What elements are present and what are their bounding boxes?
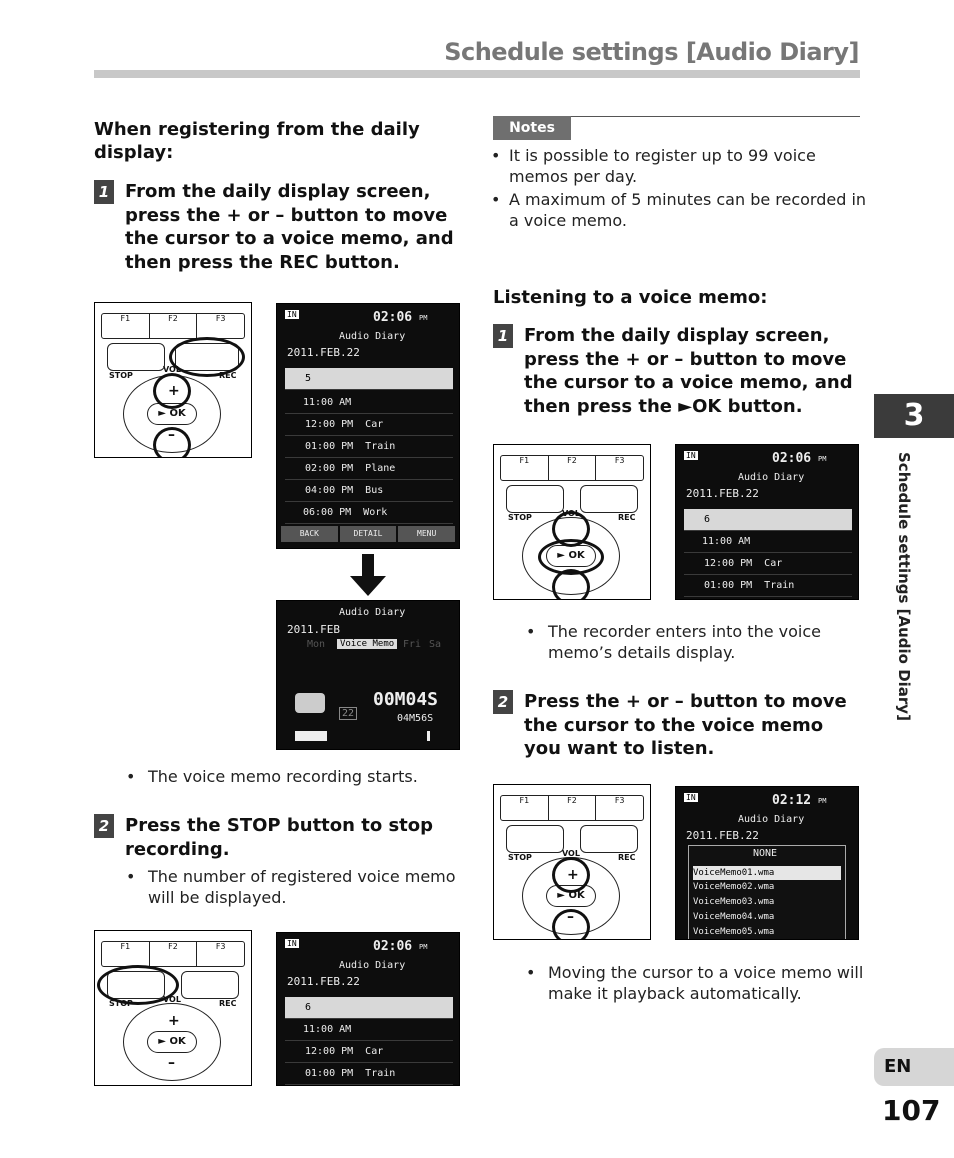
ampm: PM	[419, 314, 428, 322]
note-item: • A maximum of 5 minutes can be recorded in a voice memo.	[491, 190, 867, 230]
stop-label: STOP	[109, 371, 133, 380]
note-text: It is possible to register up to 99 voice memos per day.	[509, 146, 816, 186]
list-item-label: Plane	[365, 463, 396, 474]
step-text: From the daily display screen, press the + or – button to move the cursor to a voice memo, and then press the REC button.	[125, 181, 454, 273]
page-title: Schedule settings [Audio Diary]	[444, 38, 859, 66]
ok-button: ► OK	[546, 545, 596, 567]
section-heading-listening: Listening to a voice memo:	[493, 287, 768, 308]
ampm: PM	[818, 455, 827, 463]
f3-label: F3	[614, 456, 625, 465]
daily-display-screen	[675, 444, 859, 600]
softkey-bar	[281, 526, 455, 542]
recorder-keypad	[493, 784, 651, 940]
f1-label: F1	[501, 796, 549, 820]
rec-button	[181, 971, 239, 999]
in-badge: IN	[686, 451, 696, 460]
screen-date: 2011.FEB.22	[287, 975, 360, 988]
screen-date: 2011.FEB.22	[686, 487, 759, 500]
title-rule	[94, 70, 860, 78]
recording-icon	[295, 693, 325, 713]
memo-count: 6	[305, 1002, 312, 1013]
page-number: 107	[882, 1094, 941, 1127]
rec-button	[580, 485, 638, 513]
softkey-detail: DETAIL	[340, 526, 397, 542]
list-item-time: 01:00 PM	[704, 580, 753, 591]
screen-title: Audio Diary	[339, 960, 406, 971]
step-text: Press the + or – button to move the cursor to the voice memo you want to listen.	[524, 691, 847, 759]
elapsed-time: 00M04S	[373, 689, 439, 710]
rec-label: REC	[219, 999, 237, 1008]
highlight-ring	[153, 427, 191, 458]
softkey-menu: MENU	[398, 526, 455, 542]
daily-display-screen	[276, 303, 460, 549]
clock: 02:12	[772, 793, 812, 808]
stop-label: STOP	[508, 513, 532, 522]
screen-date: 2011.FEB.22	[686, 829, 759, 842]
memo-file-item: VoiceMemo03.wma	[693, 897, 775, 907]
memo-count: 6	[704, 514, 711, 525]
f2-label: F2	[150, 314, 198, 338]
list-item-time: 01:00 PM	[305, 441, 354, 452]
rec-label: REC	[219, 371, 237, 380]
step-number: 2	[493, 690, 513, 714]
list-item-time: 12:00 PM	[704, 558, 753, 569]
bullet-item: • The voice memo recording starts.	[126, 767, 418, 786]
screen-title: Audio Diary	[339, 607, 406, 618]
minus-label: –	[168, 1055, 175, 1071]
ampm: PM	[419, 943, 428, 951]
bullet-item: • The number of registered voice memo will be displayed.	[126, 867, 456, 907]
clock: 02:06	[373, 939, 413, 954]
list-item-label: Train	[365, 1068, 396, 1079]
list-item	[684, 575, 852, 597]
memo-count-row	[285, 368, 453, 390]
highlight-ring	[169, 337, 245, 377]
list-header: NONE	[753, 848, 778, 859]
in-badge: IN	[686, 793, 696, 802]
memo-count-row	[285, 997, 453, 1019]
list-item-time: 04:00 PM	[305, 485, 354, 496]
step-text: Press the STOP button to stop recording.	[125, 815, 434, 860]
calendar-day: 22	[339, 707, 357, 720]
list-item	[285, 1063, 453, 1085]
bullet-text: The voice memo recording starts.	[148, 767, 418, 786]
list-item-time: 01:00 PM	[305, 1068, 354, 1079]
weekday: Fri	[403, 639, 422, 650]
stop-label: STOP	[508, 853, 532, 862]
recorder-keypad	[94, 302, 252, 458]
stop-button	[506, 825, 564, 853]
plus-label: +	[168, 1013, 180, 1029]
step-number: 1	[94, 180, 114, 204]
daily-display-screen	[276, 932, 460, 1086]
rec-label: REC	[618, 853, 636, 862]
ok-button: ► OK	[147, 403, 197, 425]
f2-label: F2	[549, 796, 597, 820]
list-item-time: 02:00 PM	[305, 463, 354, 474]
list-item-label: Car	[365, 1046, 384, 1057]
memo-file-item: VoiceMemo04.wma	[693, 912, 775, 922]
list-item	[285, 414, 453, 436]
highlight-ring	[552, 857, 590, 893]
voice-memo-list-screen	[675, 786, 859, 940]
list-item	[285, 1019, 453, 1041]
list-item	[684, 553, 852, 575]
list-item	[285, 458, 453, 480]
list-item-time: 11:00 AM	[702, 536, 751, 547]
stop-button	[107, 343, 165, 371]
list-item	[285, 502, 453, 524]
step-number: 1	[493, 324, 513, 348]
f2-label: F2	[549, 456, 597, 480]
f2-label: F2	[150, 942, 198, 966]
bullet-text: The number of registered voice memo will be displayed.	[148, 867, 456, 907]
list-item	[684, 531, 852, 553]
bullet-item: • Moving the cursor to a voice memo will make it playback automatically.	[526, 963, 864, 1003]
vol-label: VOL	[163, 365, 181, 374]
rec-button	[580, 825, 638, 853]
f3-label: F3	[614, 796, 625, 805]
in-badge: IN	[287, 939, 297, 948]
list-item-time: 12:00 PM	[305, 419, 354, 430]
notes-label: Notes	[493, 116, 571, 140]
chapter-tab: 3	[874, 394, 954, 438]
ampm: PM	[818, 797, 827, 805]
list-item-label: Car	[764, 558, 783, 569]
progress-marker	[427, 731, 430, 741]
step-text: From the daily display screen, press the + or – button to move the cursor to a voice memo, and then press the ►OK button.	[524, 325, 853, 417]
list-item	[285, 1041, 453, 1063]
section-heading-registering: When registering from the daily display:	[94, 119, 420, 163]
list-item-label: Train	[365, 441, 396, 452]
arrow-head-icon	[350, 576, 386, 596]
plus-label: +	[168, 383, 180, 399]
weekday: Sa	[429, 639, 442, 650]
vol-label: VOL	[163, 995, 181, 1004]
f1-label: F1	[102, 942, 150, 966]
minus-label: –	[168, 427, 175, 443]
highlight-ring	[97, 965, 179, 1005]
screen-title: Audio Diary	[339, 331, 406, 342]
highlight-ring	[153, 373, 191, 409]
rec-label: REC	[618, 513, 636, 522]
plus-label: +	[567, 867, 579, 883]
step-number: 2	[94, 814, 114, 838]
list-item-label: Car	[365, 419, 384, 430]
level-meter	[295, 731, 327, 741]
memo-count-row	[684, 509, 852, 531]
recording-screen	[276, 600, 460, 750]
highlight-ring	[552, 909, 590, 940]
list-item-time: 11:00 AM	[303, 397, 352, 408]
f1-label: F1	[102, 314, 150, 338]
memo-file-item: VoiceMemo01.wma	[693, 866, 841, 880]
weekday: Mon	[307, 639, 326, 650]
recorder-keypad	[94, 930, 252, 1086]
vol-label: VOL	[562, 509, 580, 518]
chapter-vertical-label: Schedule settings [Audio Diary]	[895, 452, 913, 721]
voice-memo-popup: Voice Memo	[337, 639, 397, 649]
minus-label: –	[567, 909, 574, 925]
language-tab: EN	[874, 1048, 954, 1086]
list-item-label: Bus	[365, 485, 384, 496]
memo-count: 5	[305, 373, 312, 384]
arrow-down-icon	[362, 554, 374, 576]
clock: 02:06	[772, 451, 812, 466]
bullet-item: • The recorder enters into the voice memo’s details display.	[526, 622, 821, 662]
bullet-text: Moving the cursor to a voice memo will make it playback automatically.	[548, 963, 864, 1003]
recorder-keypad	[493, 444, 651, 600]
vol-label: VOL	[562, 849, 580, 858]
memo-list-popup	[688, 845, 846, 940]
ok-button: ► OK	[147, 1031, 197, 1053]
f3-label: F3	[215, 314, 226, 323]
memo-file-item: VoiceMemo02.wma	[693, 882, 775, 892]
screen-date: 2011.FEB	[287, 623, 340, 636]
bullet-text: The recorder enters into the voice memo’s details display.	[548, 622, 821, 662]
list-item	[285, 480, 453, 502]
notes-rule	[571, 116, 860, 117]
softkey-back: BACK	[281, 526, 338, 542]
list-item-label: Train	[764, 580, 795, 591]
screen-date: 2011.FEB.22	[287, 346, 360, 359]
screen-title: Audio Diary	[738, 814, 805, 825]
f3-label: F3	[215, 942, 226, 951]
list-item-time: 06:00 PM	[303, 507, 352, 518]
highlight-ring	[552, 569, 590, 600]
in-badge: IN	[287, 310, 297, 319]
list-item	[285, 436, 453, 458]
list-item-label: Work	[363, 507, 388, 518]
stop-button	[506, 485, 564, 513]
ok-button: ► OK	[546, 885, 596, 907]
list-item	[285, 392, 453, 414]
f1-label: F1	[501, 456, 549, 480]
note-item: • It is possible to register up to 99 voice memos per day.	[491, 146, 816, 186]
remaining-time: 04M56S	[397, 713, 434, 724]
note-text: A maximum of 5 minutes can be recorded in a voice memo.	[509, 190, 867, 230]
clock: 02:06	[373, 310, 413, 325]
list-item-time: 12:00 PM	[305, 1046, 354, 1057]
list-item-time: 11:00 AM	[303, 1024, 352, 1035]
memo-file-item: VoiceMemo05.wma	[693, 927, 775, 937]
screen-title: Audio Diary	[738, 472, 805, 483]
stop-label: STOP	[109, 999, 133, 1008]
